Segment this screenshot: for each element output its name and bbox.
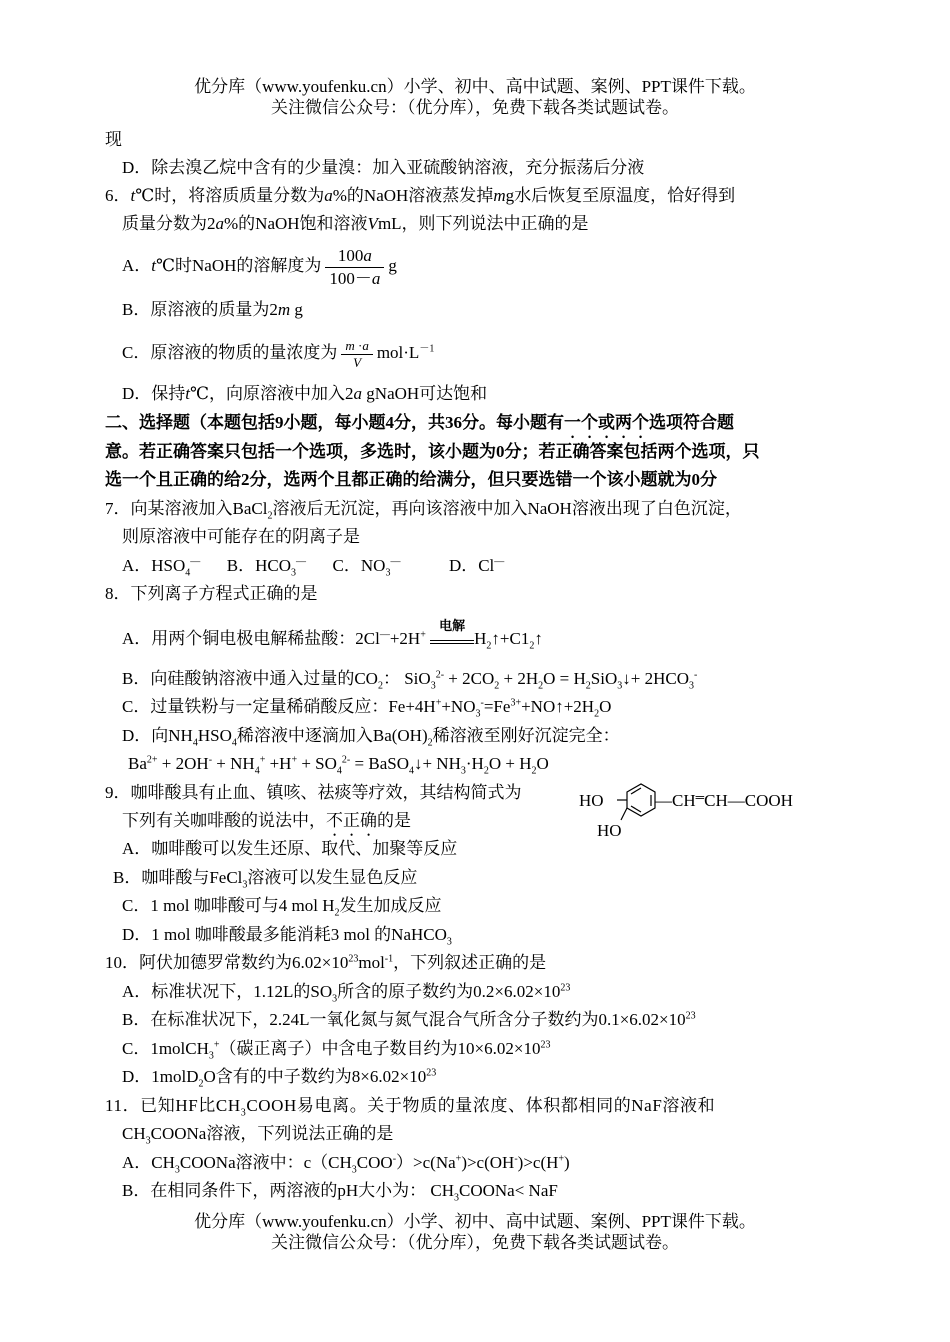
q9-option-c: C．1 mol 咖啡酸可与4 mol $H_2$发生加成反应 (122, 896, 442, 919)
concentration-fraction: $\frac{m \cdot a}{V}$ (341, 338, 372, 371)
structure-ho-top: HO (579, 791, 604, 810)
q7-option-d: D．Cl— (448, 556, 505, 575)
q6-stem-line-2: 质量分数为2a%的NaOH饱和溶液VmL，则下列说法中正确的是 (122, 214, 589, 233)
q6-option-b: B．原溶液的质量为2m g (122, 300, 303, 319)
q8-option-a: A．用两个铜电极电解稀盐酸：2Cl—+2H+ 电解 $H_2↑+C1_2↑$ (122, 618, 543, 652)
caffeic-acid-structure (575, 778, 835, 844)
q8-stem: 8．下列离子方程式正确的是 (105, 584, 318, 603)
q5-option-d: D．除去溴乙烷中含有的少量溴：加入亚硫酸钠溶液，充分振荡后分液 (122, 158, 645, 177)
q7-option-a: A．$HSO_4^—$ (122, 556, 201, 579)
q6-option-c: C．原溶液的物质的量浓度为 $\frac{m \cdot a}{V}$ $mol\cdot L^{-1}$ (122, 337, 435, 370)
section-2-instructions-line-1: 二、选择题（本题包括9小题，每小题4分，共36分。每小题有一个或两个选项符合题 (105, 413, 734, 432)
q10-option-c: C．1molCH$_3$+（碳正离子）中含电子数目约为$10\times 6.02\times 10^{23}$ (122, 1039, 551, 1062)
footer-line-2: 关注微信公众号：（优分库），免费下载各类试题试卷。 (271, 1233, 679, 1252)
q8-option-b: B．向硅酸钠溶液中通入过量的$CO_2$： $SiO_3^{2-} + 2CO_2 + 2H_2O$ = $H_2SiO_3↓+ 2HCO_3^-$ (122, 669, 698, 692)
q6-stem-line-1: 6．t℃时，将溶质质量分数为a%的NaOH溶液蒸发掉mg水后恢复至原温度，恰好得到 (105, 186, 736, 205)
footer-line-1: 优分库（www.youfenku.cn）小学、初中、高中试题、案例、PPT课件下载。 (194, 1212, 756, 1231)
section-2-instructions-line-2: 意。若正确答案只包括一个选项，多选时，该小题为0分；若正确答案包括两个选项，只 (105, 442, 760, 461)
structure-chain: —CH═CH—COOH (655, 790, 793, 810)
q10-option-d: D．1molD$_2$O含有的中子数约为$8\times 6.02\times 10^{23}$ (122, 1067, 437, 1090)
header-line-1: 优分库（www.youfenku.cn）小学、初中、高中试题、案例、PPT课件下载。 (194, 77, 756, 96)
q5-continuation: 现 (105, 130, 122, 149)
electrolysis-condition: 电解 (430, 634, 474, 644)
q8-option-c: C．过量铁粉与一定量稀硝酸反应：$Fe+4H^++NO_3^-=Fe^{3+}+NO↑+2H_2O$ (122, 697, 612, 720)
q9-option-b: B．咖啡酸与FeCl$_3$溶液可以发生显色反应 (113, 868, 418, 891)
q10-stem: 10．阿伏加德罗常数约为$6.02\times 10^{23}mol^{-1}$，下列叙述正确的是 (105, 953, 547, 972)
q9-option-a: A．咖啡酸可以发生还原、取代、加聚等反应 (122, 839, 458, 858)
q9-stem-line-1: 9．咖啡酸具有止血、镇咳、祛痰等疗效，其结构简式为 (105, 783, 522, 802)
solubility-fraction: $\frac{100a}{100-a}$ (325, 245, 384, 290)
benzene-ring (617, 784, 655, 820)
q6-option-d: D．保持t℃，向原溶液中加入2a gNaOH可达饱和 (122, 384, 488, 403)
header-line-2: 关注微信公众号：（优分库），免费下载各类试题试卷。 (271, 98, 679, 117)
q11-stem-line-1: 11．已知HF比$CH_3COOH$易电离。关于物质的量浓度、体积都相同的NaF溶液和 (105, 1096, 716, 1119)
q6-option-a: A．t℃时NaOH的溶解度为 $\frac{100a}{100-a}$ g (122, 245, 397, 288)
q8-option-d: D．向$NH_4HSO_4$稀溶液中逐滴加入$Ba(OH)_2$稀溶液至刚好沉淀完全： (122, 726, 620, 749)
q11-option-b: B．在相同条件下，两溶液的pH大小为： $CH_3COONa<$ NaF (122, 1181, 558, 1204)
q7-options (122, 555, 504, 577)
q7-option-c: C．$NO_3^—$ (332, 556, 401, 579)
section-2-instructions-line-3: 选一个且正确的给2分，选两个且都正确的给满分，但只要选错一个该小题就为0分 (105, 470, 717, 489)
structure-ho-bottom: HO (597, 821, 622, 840)
q8-option-d-equation: $Ba^{2+} + 2OH^- + NH_4^+ +H^+ + SO_4^{2-}$ = BaSO$_4$↓+ $NH_3\cdot H_2O + H_2O$ (128, 754, 549, 777)
q10-option-b: B．在标准状况下，2.24L一氧化氮与氮气混合气所含分子数约为$0.1\times 6.02\times 10^{23}$ (122, 1010, 696, 1029)
q7-stem-line-1: 7．向某溶液加入BaCl$_2$溶液后无沉淀，再向该溶液中加入NaOH溶液出现了白色沉淀， (105, 499, 742, 522)
q11-option-a: A．$CH_3COONa$溶液中：$c(CH_3COO^-)>c(Na^+)>c(OH^-)>c(H^+)$ (122, 1153, 570, 1176)
q7-stem-line-2: 则原溶液中可能存在的阴离子是 (122, 527, 360, 546)
q10-option-a: A．标准状况下，1.12L的$SO_3$所含的原子数约为$0.2\times 6.02\times 10^{23}$ (122, 982, 571, 1005)
q9-option-d: D．1 mol 咖啡酸最多能消耗3 mol 的NaHCO$_3$ (122, 925, 452, 948)
q7-option-b: B．$HCO_3^—$ (226, 556, 307, 579)
q11-stem-line-2: $CH_3COONa$溶液，下列说法正确的是 (122, 1124, 394, 1147)
q9-stem-line-2: 下列有关咖啡酸的说法中，不正确的是 (122, 811, 411, 830)
